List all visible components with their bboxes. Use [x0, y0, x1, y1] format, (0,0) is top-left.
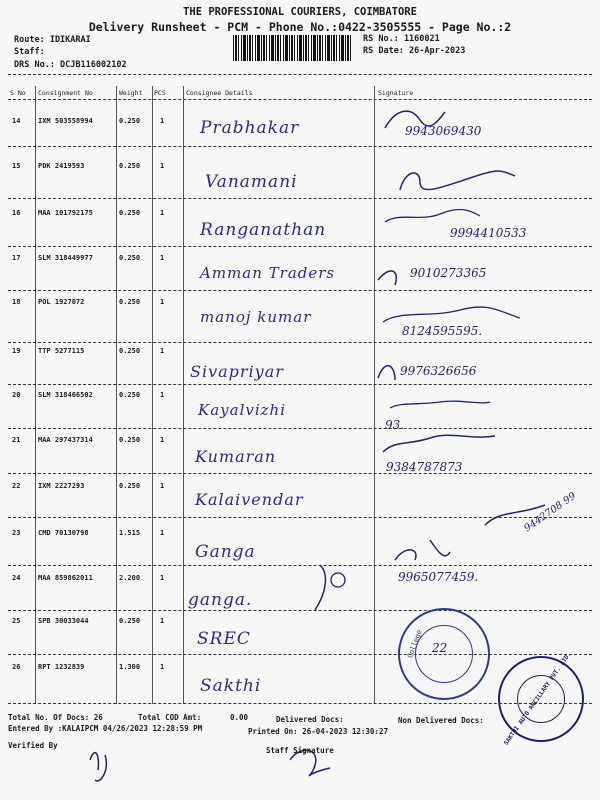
row-consignment-no: MAA 859862011: [38, 574, 93, 582]
row-weight: 2.200: [119, 574, 141, 582]
row-sno: 16: [12, 209, 21, 217]
row-pcs: 1: [160, 391, 165, 399]
row-consignment-no: IXM 503558994: [38, 117, 93, 125]
row-pcs: 1: [160, 209, 165, 217]
row-weight: 0.250: [119, 162, 141, 170]
row-consignment-no: SLM 318466502: [38, 391, 93, 399]
delivered-docs: Delivered Docs:: [276, 715, 344, 724]
row-signature: 9994410533: [450, 226, 527, 240]
row-weight: 0.250: [119, 482, 141, 490]
row-consignee: ganga.: [188, 590, 253, 610]
drs-number: DRS No.: DCJB116002102: [14, 60, 127, 70]
row-consignee: SREC: [197, 629, 251, 649]
row-sno: 18: [12, 298, 21, 306]
row-consignment-no: POL 1927072: [38, 298, 85, 306]
row-consignee: Kayalvizhi: [198, 401, 286, 419]
row-sno: 15: [12, 162, 21, 170]
row-pcs: 1: [160, 298, 165, 306]
row-sno: 23: [12, 529, 21, 537]
route-label: Route: IDIKARAI: [14, 35, 91, 45]
col-header-pcs: PCS: [154, 89, 166, 97]
row-pcs: 1: [160, 162, 165, 170]
row-weight: 0.250: [119, 391, 141, 399]
row-signature: 9010273365: [410, 266, 487, 280]
runsheet-subtitle: Delivery Runsheet - PCM - Phone No.:0422-3505555 - Page No.:2: [88, 20, 512, 34]
row-consignee: Sakthi: [200, 676, 262, 696]
row-consignee: Ganga: [195, 542, 256, 562]
row-pcs: 1: [160, 254, 165, 262]
row-weight: 0.250: [119, 436, 141, 444]
staff-label: Staff:: [14, 47, 45, 57]
row-consignee: Prabhakar: [200, 118, 300, 138]
row-weight: 0.250: [119, 209, 141, 217]
staff-signature: Staff Signature: [266, 746, 334, 755]
row-signature: 22: [432, 641, 448, 655]
row-consignee: Kalaivendar: [195, 490, 304, 509]
row-pcs: 1: [160, 436, 165, 444]
total-cod-value: 0.00: [230, 713, 249, 722]
col-header-weight: Weight: [119, 89, 143, 97]
row-weight: 0.250: [119, 254, 141, 262]
row-sno: 24: [12, 574, 21, 582]
row-weight: 1.515: [119, 529, 141, 537]
row-consignment-no: PDK 2419593: [38, 162, 85, 170]
verified-by: Verified By: [8, 741, 58, 750]
row-consignee: manoj kumar: [200, 308, 312, 326]
row-pcs: 1: [160, 617, 165, 625]
row-weight: 0.250: [119, 298, 141, 306]
row-signature: 9965077459.: [398, 570, 479, 584]
row-signature: 9384787873: [386, 460, 463, 474]
college-stamp-text: College: [405, 628, 424, 660]
row-sno: 26: [12, 663, 21, 671]
row-consignee: Kumaran: [195, 447, 277, 466]
company-stamp-text: SAKTHI AUTO ANCILLARY PVT. LTD.: [502, 650, 573, 747]
row-weight: 0.250: [119, 347, 141, 355]
row-consignment-no: MAA 297437314: [38, 436, 93, 444]
row-consignment-no: MAA 101792175: [38, 209, 93, 217]
row-signature: 93.: [385, 418, 405, 432]
row-pcs: 1: [160, 117, 165, 125]
row-sno: 17: [12, 254, 21, 262]
row-consignee: Vanamani: [205, 172, 298, 192]
row-sno: 25: [12, 617, 21, 625]
row-signature: 9976326656: [400, 364, 477, 378]
row-sno: 19: [12, 347, 21, 355]
entered-by: Entered By :KALAIPCM 04/26/2023 12:28:59 PM: [8, 724, 203, 733]
row-signature: 9442708 99: [522, 490, 579, 535]
row-consignee: Amman Traders: [200, 264, 336, 282]
rs-number: RS No.: 1160021: [363, 34, 440, 44]
row-sno: 14: [12, 117, 21, 125]
row-consignment-no: TTP 5277115: [38, 347, 85, 355]
row-sno: 22: [12, 482, 21, 490]
col-header-consignment: Consignment No: [38, 89, 93, 97]
row-weight: 1.300: [119, 663, 141, 671]
row-consignment-no: IXM 2227293: [38, 482, 85, 490]
total-cod-label: Total COD Amt:: [138, 713, 202, 722]
col-header-sno: S No: [10, 89, 26, 97]
total-docs: Total No. Of Docs: 26: [8, 713, 103, 722]
row-pcs: 1: [160, 482, 165, 490]
row-pcs: 1: [160, 347, 165, 355]
non-delivered-docs: Non Delivered Docs:: [398, 716, 484, 725]
row-signature: 9943069430: [405, 124, 482, 138]
row-weight: 0.250: [119, 117, 141, 125]
row-consignment-no: SLM 318449977: [38, 254, 93, 262]
rs-date: RS Date: 26-Apr-2023: [363, 46, 466, 56]
row-sno: 20: [12, 391, 21, 399]
company-title: THE PROFESSIONAL COURIERS, COIMBATORE: [183, 6, 417, 18]
row-signature: 8124595595.: [402, 324, 483, 338]
row-sno: 21: [12, 436, 21, 444]
printed-on: Printed On: 26-04-2023 12:30:27: [248, 727, 388, 736]
row-weight: 0.250: [119, 617, 141, 625]
col-header-signature: Signature: [378, 89, 414, 97]
row-consignment-no: SPB 30033044: [38, 617, 89, 625]
row-consignee: Sivapriyar: [190, 362, 284, 381]
row-pcs: 1: [160, 529, 165, 537]
row-pcs: 1: [160, 574, 165, 582]
col-header-consignee: Consignee Details: [186, 89, 253, 97]
row-consignment-no: RPT 1232839: [38, 663, 85, 671]
row-pcs: 1: [160, 663, 165, 671]
row-consignee: Ranganathan: [200, 220, 327, 240]
row-consignment-no: CMD 70130798: [38, 529, 89, 537]
